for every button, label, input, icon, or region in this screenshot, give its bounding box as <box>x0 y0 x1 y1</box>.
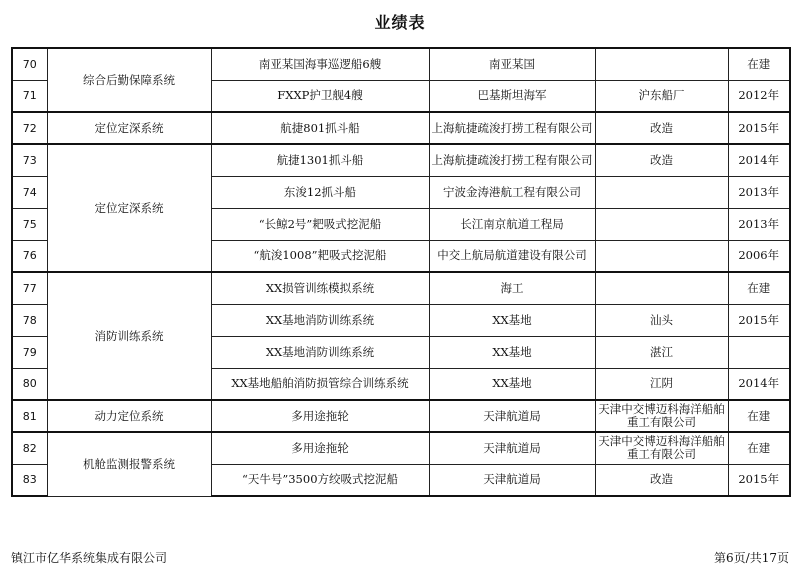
row-number: 75 <box>12 208 47 240</box>
place-cell: 改造 <box>595 464 728 496</box>
place-cell: 改造 <box>595 144 728 176</box>
row-number: 72 <box>12 112 47 144</box>
row-number: 76 <box>12 240 47 272</box>
place-cell: 江阴 <box>595 368 728 400</box>
table-row <box>12 48 790 80</box>
year-cell: 2014年 <box>728 144 790 176</box>
place-cell: 改造 <box>595 112 728 144</box>
row-number: 77 <box>12 272 47 304</box>
performance-table <box>11 47 791 497</box>
year-cell: 2013年 <box>728 176 790 208</box>
client-cell: 中交上航局航道建设有限公司 <box>429 240 595 272</box>
place-cell: 汕头 <box>595 304 728 336</box>
project-cell: 东浚12抓斗船 <box>211 176 429 208</box>
project-cell: 航捷1301抓斗船 <box>211 144 429 176</box>
client-cell: 南亚某国 <box>429 48 595 80</box>
place-cell: 沪东船厂 <box>595 80 728 112</box>
year-cell: 2013年 <box>728 208 790 240</box>
project-cell: XX损管训练模拟系统 <box>211 272 429 304</box>
client-cell: 天津航道局 <box>429 400 595 432</box>
year-cell: 2015年 <box>728 112 790 144</box>
row-number: 80 <box>12 368 47 400</box>
system-cell: 消防训练系统 <box>47 272 211 400</box>
place-cell: 湛江 <box>595 336 728 368</box>
system-cell: 动力定位系统 <box>47 400 211 432</box>
place-cell: 天津中交博迈科海洋船舶重工有限公司 <box>595 432 728 464</box>
place-cell <box>595 176 728 208</box>
year-cell <box>728 336 790 368</box>
year-cell: 在建 <box>728 48 790 80</box>
client-cell: 天津航道局 <box>429 464 595 496</box>
place-cell <box>595 272 728 304</box>
year-cell: 在建 <box>728 400 790 432</box>
row-number: 83 <box>12 464 47 496</box>
year-cell: 2014年 <box>728 368 790 400</box>
system-cell: 定位定深系统 <box>47 144 211 272</box>
client-cell: XX基地 <box>429 368 595 400</box>
project-cell: XX基地消防训练系统 <box>211 304 429 336</box>
client-cell: 宁波金涛港航工程有限公司 <box>429 176 595 208</box>
table-row <box>12 400 790 432</box>
system-cell: 综合后勤保障系统 <box>47 48 211 112</box>
year-cell: 2006年 <box>728 240 790 272</box>
year-cell: 在建 <box>728 432 790 464</box>
footer-company: 镇江市亿华系统集成有限公司 <box>11 551 168 565</box>
table-row <box>12 272 790 304</box>
row-number: 73 <box>12 144 47 176</box>
page-title: 业绩表 <box>374 13 426 32</box>
client-cell: 天津航道局 <box>429 432 595 464</box>
place-cell: 天津中交博迈科海洋船舶重工有限公司 <box>595 400 728 432</box>
row-number: 81 <box>12 400 47 432</box>
row-number: 71 <box>12 80 47 112</box>
project-cell: XX基地船舶消防损管综合训练系统 <box>211 368 429 400</box>
place-cell <box>595 240 728 272</box>
project-cell: “天牛号”3500方绞吸式挖泥船 <box>211 464 429 496</box>
year-cell: 在建 <box>728 272 790 304</box>
project-cell: 南亚某国海事巡逻船6艘 <box>211 48 429 80</box>
row-number: 78 <box>12 304 47 336</box>
client-cell: 海工 <box>429 272 595 304</box>
project-cell: XX基地消防训练系统 <box>211 336 429 368</box>
client-cell: 长江南京航道工程局 <box>429 208 595 240</box>
row-number: 79 <box>12 336 47 368</box>
system-cell: 机舱监测报警系统 <box>47 432 211 496</box>
footer-page-info: 第6页/共17页 <box>714 551 789 565</box>
client-cell: XX基地 <box>429 304 595 336</box>
system-cell: 定位定深系统 <box>47 112 211 144</box>
table-row <box>12 112 790 144</box>
client-cell: 上海航捷疏浚打捞工程有限公司 <box>429 144 595 176</box>
year-cell: 2015年 <box>728 464 790 496</box>
year-cell: 2015年 <box>728 304 790 336</box>
table-row <box>12 144 790 176</box>
project-cell: 航捷801抓斗船 <box>211 112 429 144</box>
place-cell <box>595 48 728 80</box>
project-cell: “航浚1008”耙吸式挖泥船 <box>211 240 429 272</box>
client-cell: XX基地 <box>429 336 595 368</box>
client-cell: 上海航捷疏浚打捞工程有限公司 <box>429 112 595 144</box>
row-number: 74 <box>12 176 47 208</box>
year-cell: 2012年 <box>728 80 790 112</box>
place-cell <box>595 208 728 240</box>
project-cell: 多用途拖轮 <box>211 400 429 432</box>
project-cell: FXXP护卫舰4艘 <box>211 80 429 112</box>
table-row <box>12 432 790 464</box>
client-cell: 巴基斯坦海军 <box>429 80 595 112</box>
row-number: 70 <box>12 48 47 80</box>
project-cell: 多用途拖轮 <box>211 432 429 464</box>
project-cell: “长鲸2号”耙吸式挖泥船 <box>211 208 429 240</box>
row-number: 82 <box>12 432 47 464</box>
